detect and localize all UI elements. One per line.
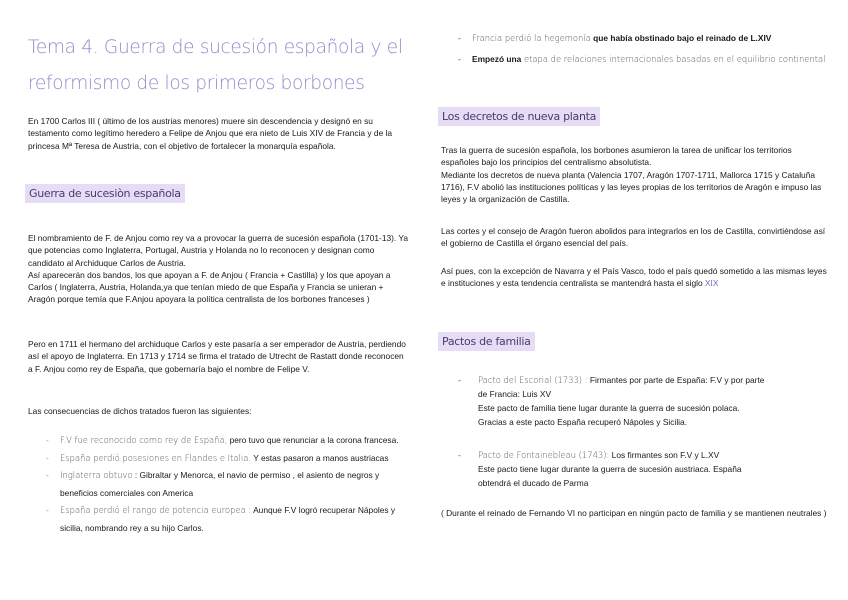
list-item [458,28,828,49]
item-hand-text: Francia perdió la hegemonía [472,33,591,43]
pacto-escorial-title: Pacto del Escorial (1733) : [478,375,588,385]
fernando-note: ( Durante el reinado de Fernando VI no participan en ningún pacto de familia y se mantienen neutrales ) [441,508,827,518]
pacto-fontainebleau-firmantes: Los firmantes son F.V y L.XV [609,450,720,460]
pacto-fontainebleau [458,448,834,490]
guerra-paragraph-1 [28,232,410,306]
intro-paragraph: En 1700 Carlos III ( último de los austrias menores) muere sin descendencia y designó en su testamento como legítimo heredero a Felipe de Anjou que era nieto de Luis XIV de Francia y de la princesa Mª Teresa de Austria, con el objetivo de fortalecer la monarquía española. [28,116,393,151]
item-hand-text: España perdió posesiones en Flandes e Italia. [60,452,252,463]
heading-pactos: Pactos de familia [438,332,535,351]
pacto-escorial-line-4: Gracias a este pacto España recuperó Nápoles y Sicilia. [478,417,688,427]
guerra-paragraph-2: Pero en 1711 el hermano del archiduque Carlos y este pasaría a ser emperador de Austria, perdiendo así el apoyo de Inglaterra. En 1713 y 1714 se firma el tratado de Utrecht de Rastatt donde reconocen a F. Anjou como rey de España, que gobernaría bajo el nombre de Felipe V. [28,339,406,374]
decretos-paragraph-2: Las cortes y el consejo de Aragón fueron abolidos para integrarlos en los de Castilla, convirtiéndose así el gobierno de Castilla el órgano esencial del país. [441,226,826,249]
guerra-paragraph-1a: El nombramiento de F. de Anjou como rey va a provocar la guerra de sucesión española (1701-13). Ya que potencias como Inglaterra, Portugal, Austria y Holanda no lo reconocen y designan como candidato al Archiduque Carlos de Austria. [28,233,409,268]
decretos-paragraph-3 [441,265,831,290]
dash-bullet-icon: - [46,505,49,516]
dash-bullet-icon: - [458,53,461,64]
dash-bullet-icon: - [458,450,461,460]
item-hand-text: España perdió el rango de potencia europea : [60,505,252,516]
pacto-fontainebleau-line-3: obtendrá el ducado de Parma [478,478,589,488]
list-item [46,432,406,449]
dash-bullet-icon: - [46,452,49,463]
dash-bullet-icon: - [458,33,461,43]
item-text: Aunque F.V logró recuperar Nápoles y sicilia, nombrando rey a su hijo Carlos. [60,505,396,533]
item-hand-text: etapa de relaciones internacionales basadas en el equilibrio continental [521,53,826,64]
decretos-paragraph-3-text: Así pues, con la excepción de Navarra y el País Vasco, todo el país quedó sometido a las mismas leyes e instituciones y esta tendencia centralista se mantendrá hasta el siglo [441,266,827,289]
title-line-2: reformismo de los primeros borbones [28,73,365,94]
dash-bullet-icon: - [458,375,461,385]
consequences-list [46,432,406,537]
siglo-xix: XIX [704,278,719,289]
heading-guerra-sucesion: Guerra de sucesiòn española [25,184,185,203]
list-item [458,49,828,70]
heading-decretos: Los decretos de nueva planta [438,107,600,126]
page-title [28,30,408,102]
pacto-fontainebleau-title: Pacto de Fontainebleau (1743): [478,450,610,460]
item-text: Y estas pasaron a manos austriacas [251,452,389,463]
list-item [46,467,406,501]
france-list [458,28,828,69]
list-item [46,502,406,536]
guerra-paragraph-3: Las consecuencias de dichos tratados fueron las siguientes: [28,406,252,416]
pacto-escorial-firmantes: Firmantes por parte de España: F.V y por parte [587,375,765,385]
decretos-paragraph-1a: Tras la guerra de sucesión española, los borbones asumieron la tarea de unificar los territorios españoles bajo los principios del centralismo absolutista. [441,145,792,168]
pacto-fontainebleau-line [458,448,834,462]
item-hand-text: Inglaterra obtuvo [60,470,133,481]
pacto-escorial-line [458,373,834,387]
pacto-escorial [458,373,834,429]
item-text: pero tuvo que renunciar a la corona francesa. [227,435,399,445]
pacto-escorial-line-3: Este pacto de familia tiene lugar durante la guerra de sucesión polaca. [478,403,740,413]
item-pre-text: Empezó una [472,53,522,64]
item-hand-text: F.V fue reconocido como rey de España, [60,435,228,445]
guerra-paragraph-1b: Así aparecerán dos bandos, los que apoyan a F. de Anjou ( Francia + Castilla) y los que apoyan a Carlos ( Inglaterra, Austria, Holanda,ya que tenían miedo de que España y Francia se unieran + Aragón porque temía que F.Anjou apoyara la política centralista de los borbones franceses ) [28,269,391,305]
pacto-fontainebleau-line-2: Este pacto tiene lugar durante la guerra de sucesión austriaca. España [478,464,742,474]
decretos-paragraph-1 [441,144,831,205]
item-text: que había obstinado bajo el reinado de L.XIV [590,33,772,43]
dash-bullet-icon: - [46,470,49,481]
dash-bullet-icon: - [46,435,49,445]
list-item [46,450,406,467]
decretos-paragraph-1b: Mediante los decretos de nueva planta (Valencia 1707, Aragón 1707-1711, Mallorca 1715 y Cataluña 1716), F.V abolió las instituciones políticas y las leyes propias de los territorios de Aragón e impuso las leyes y la organización de Castilla. [441,169,822,205]
item-text: : Gibraltar y Menorca, el navio de permiso , el asiento de negros y beneficios comerciales con America [60,470,380,498]
pacto-escorial-line-2: de Francia: Luis XV [478,389,552,399]
title-line-1: Tema 4. Guerra de sucesión española y el [28,37,403,58]
